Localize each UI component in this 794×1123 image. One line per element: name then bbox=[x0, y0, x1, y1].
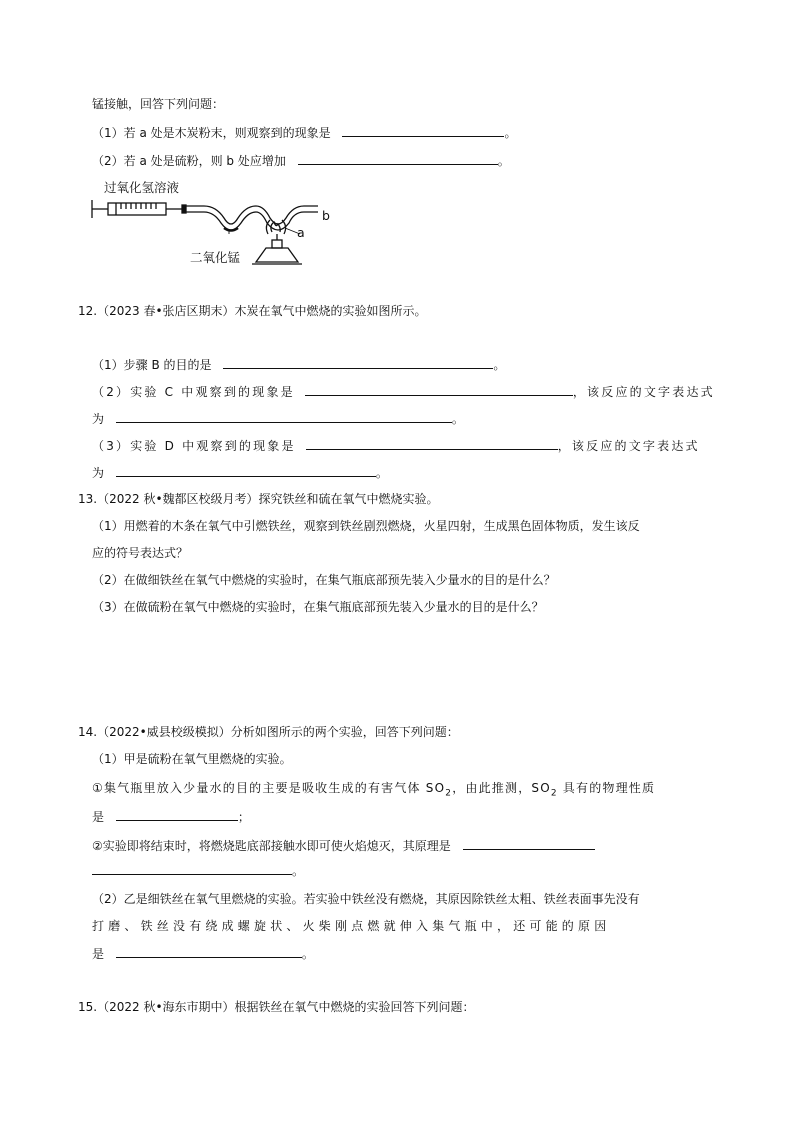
q12-sub3-line1 bbox=[92, 437, 700, 454]
q12-sub2-observe-blank[interactable] bbox=[305, 383, 573, 396]
q11-sub2 bbox=[92, 152, 510, 169]
q12-sub1-text: （1）步骤 B 的目的是 bbox=[92, 358, 212, 372]
q12-sub3-equation-blank[interactable] bbox=[116, 464, 376, 477]
q14-item2-end: 。 bbox=[292, 864, 305, 878]
q11-intro-tail: 锰接触，回答下列问题： bbox=[92, 97, 225, 111]
q11-sub2-text: （2）若 a 处是硫粉，则 b 处应增加 bbox=[92, 154, 286, 168]
q12-sub1 bbox=[92, 356, 505, 373]
q12-sub3-text: （3）实验 D 中观察到的现象是 bbox=[92, 439, 296, 453]
label-a: a bbox=[297, 225, 305, 240]
q13-sub1-line2: 应的符号表达式？ bbox=[92, 546, 189, 560]
label-manganese-dioxide: 二氧化锰 bbox=[190, 250, 241, 265]
q11-sub1-end: 。 bbox=[504, 126, 517, 140]
lamp-neck bbox=[272, 240, 282, 248]
q14-title: 14.（2022•威县校级模拟）分析如图所示的两个实验，回答下列问题： bbox=[78, 725, 459, 739]
q14-item1-line1 bbox=[92, 780, 655, 801]
glass-tube-upper bbox=[186, 206, 318, 224]
q13-sub2: （2）在做细铁丝在氧气中燃烧的实验时，在集气瓶底部预先装入少量水的目的是什么？ bbox=[92, 573, 556, 587]
q12-sub3-end: 。 bbox=[375, 466, 388, 480]
q11-sub2-end: 。 bbox=[497, 154, 510, 168]
q12-sub2-end: 。 bbox=[451, 412, 464, 426]
q12-sub2-line2 bbox=[92, 410, 464, 427]
q13-sub1-line1: （1）用燃着的木条在氧气中引燃铁丝，观察到铁丝剧烈燃烧，火星四射，生成黑色固体物质，发生该反 bbox=[92, 519, 640, 533]
q12-sub3-line2 bbox=[92, 464, 388, 481]
q14-item1-line2 bbox=[92, 808, 250, 825]
q14-item1-sub2: 2 bbox=[550, 788, 558, 799]
q12-sub1-end: 。 bbox=[493, 358, 506, 372]
q13-sub3: （3）在做硫粉在氧气中燃烧的实验时，在集气瓶底部预先装入少量水的目的是什么？ bbox=[92, 600, 544, 614]
label-hydrogen-peroxide: 过氧化氢溶液 bbox=[104, 180, 180, 195]
q11-sub1 bbox=[92, 124, 516, 141]
q14-sub2-line3 bbox=[92, 945, 314, 962]
q11-sub2-answer-blank[interactable] bbox=[298, 152, 498, 165]
q12-sub2-text: （2）实验 C 中观察到的现象是 bbox=[92, 385, 295, 399]
q14-sub2-line2: 打磨、铁丝没有绕成螺旋状、火柴刚点燃就伸入集气瓶中，还可能的原因 bbox=[92, 919, 611, 933]
q12-sub3-mid: ，该反应的文字表达式 bbox=[557, 439, 700, 453]
q12-sub2-equation-blank[interactable] bbox=[116, 410, 452, 423]
q12-title: 12.（2023 春•张店区期末）木炭在氧气中燃烧的实验如图所示。 bbox=[78, 304, 427, 318]
q14-item1-shi: 是 bbox=[92, 810, 105, 824]
q12-sub2-wei: 为 bbox=[92, 412, 105, 426]
q14-item2-answer-blank-2[interactable] bbox=[92, 862, 292, 875]
q14-item1-end: ； bbox=[237, 810, 250, 824]
q14-sub1: （1）甲是硫粉在氧气里燃烧的实验。 bbox=[92, 752, 292, 766]
q12-sub2-mid: ，该反应的文字表达式 bbox=[572, 385, 715, 399]
label-b: b bbox=[322, 208, 330, 223]
q12-sub3-wei: 为 bbox=[92, 466, 105, 480]
q15-title: 15.（2022 秋•海东市期中）根据铁丝在氧气中燃烧的实验回答下列问题： bbox=[78, 1000, 475, 1014]
q14-sub2-end: 。 bbox=[301, 947, 314, 961]
q14-item1-text3: 具有的物理性质 bbox=[557, 781, 656, 795]
q14-sub2-shi: 是 bbox=[92, 947, 105, 961]
q14-item1-text: ①集气瓶里放入少量水的目的主要是吸收生成的有害气体 SO bbox=[92, 781, 446, 795]
apparatus-diagram bbox=[86, 176, 346, 271]
q14-item1-sub: 2 bbox=[445, 788, 453, 799]
q14-item2-line2 bbox=[92, 862, 304, 879]
q14-item2-line1 bbox=[92, 837, 595, 854]
q14-sub2-line1: （2）乙是细铁丝在氧气里燃烧的实验。若实验中铁丝没有燃烧，其原因除铁丝太粗、铁丝表面事先没有 bbox=[92, 892, 640, 906]
q14-item1-text2: ，由此推测，SO bbox=[452, 781, 551, 795]
q14-item1-answer-blank[interactable] bbox=[116, 808, 238, 821]
q11-sub1-text: （1）若 a 处是木炭粉末，则观察到的现象是 bbox=[92, 126, 331, 140]
q13-title: 13.（2022 秋•魏都区校级月考）探究铁丝和硫在氧气中燃烧实验。 bbox=[78, 492, 439, 506]
syringe-barrel bbox=[108, 203, 166, 215]
q14-item2-answer-blank-1[interactable] bbox=[463, 837, 595, 850]
q12-sub1-answer-blank[interactable] bbox=[223, 356, 493, 369]
q14-item2-text: ②实验即将结束时，将燃烧匙底部接触水即可使火焰熄灭，其原理是 bbox=[92, 839, 451, 853]
alcohol-lamp-body bbox=[256, 248, 298, 262]
mno2-powder bbox=[224, 228, 238, 231]
q12-sub2-line1 bbox=[92, 383, 715, 400]
q14-sub2-answer-blank[interactable] bbox=[116, 945, 302, 958]
q11-sub1-answer-blank[interactable] bbox=[342, 124, 504, 137]
q12-sub3-observe-blank[interactable] bbox=[306, 437, 558, 450]
